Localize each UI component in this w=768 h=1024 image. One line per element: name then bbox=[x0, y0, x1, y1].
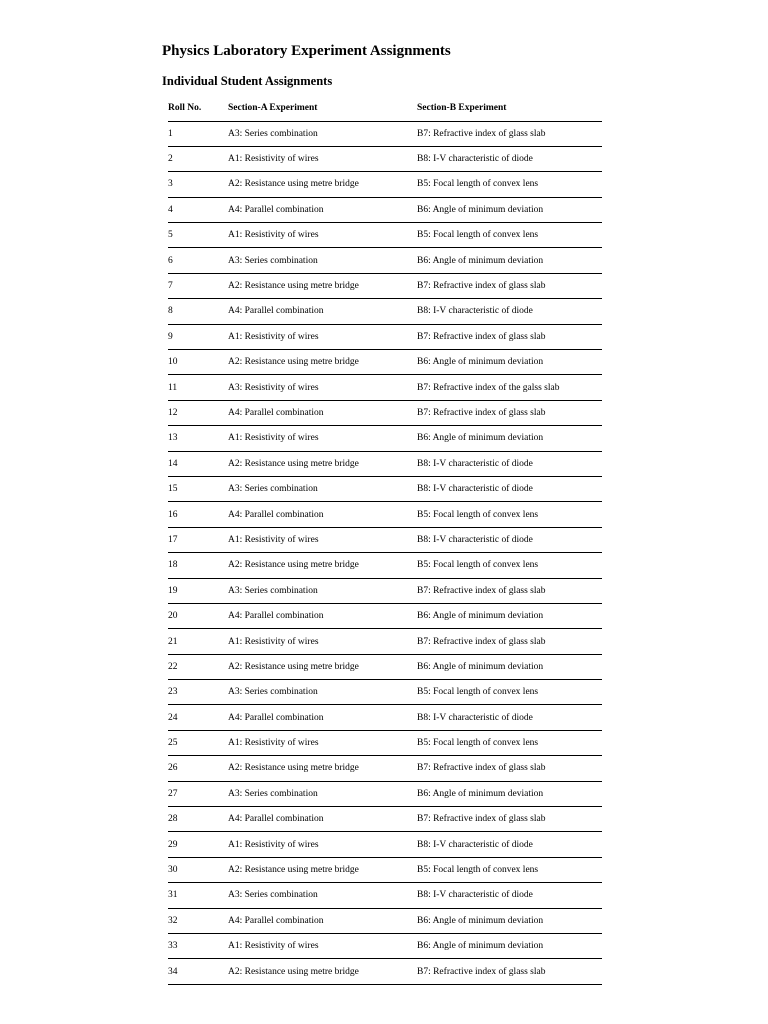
section-a-cell: A4: Parallel combination bbox=[228, 807, 417, 832]
roll-no-cell: 15 bbox=[168, 476, 228, 501]
header-roll-no: Roll No. bbox=[168, 95, 228, 121]
section-b-cell: B8: I-V characteristic of diode bbox=[417, 476, 602, 501]
section-b-cell: B7: Refractive index of glass slab bbox=[417, 959, 602, 984]
section-b-cell: B5: Focal length of convex lens bbox=[417, 857, 602, 882]
section-b-cell: B6: Angle of minimum deviation bbox=[417, 426, 602, 451]
roll-no-cell: 19 bbox=[168, 578, 228, 603]
section-a-cell: A2: Resistance using metre bridge bbox=[228, 451, 417, 476]
section-b-cell: B7: Refractive index of glass slab bbox=[417, 121, 602, 146]
section-b-cell: B7: Refractive index of glass slab bbox=[417, 756, 602, 781]
section-b-cell: B8: I-V characteristic of diode bbox=[417, 299, 602, 324]
table-header bbox=[168, 95, 602, 121]
roll-no-cell: 28 bbox=[168, 807, 228, 832]
section-a-cell: A2: Resistance using metre bridge bbox=[228, 350, 417, 375]
section-b-cell: B6: Angle of minimum deviation bbox=[417, 603, 602, 628]
table-row bbox=[168, 705, 602, 730]
roll-no-cell: 17 bbox=[168, 527, 228, 552]
table-row bbox=[168, 197, 602, 222]
section-b-cell: B5: Focal length of convex lens bbox=[417, 172, 602, 197]
page-title: Physics Laboratory Experiment Assignments bbox=[162, 43, 451, 59]
section-b-cell: B7: Refractive index of glass slab bbox=[417, 273, 602, 298]
table-row bbox=[168, 654, 602, 679]
section-a-cell: A4: Parallel combination bbox=[228, 502, 417, 527]
section-b-cell: B8: I-V characteristic of diode bbox=[417, 883, 602, 908]
section-a-cell: A1: Resistivity of wires bbox=[228, 527, 417, 552]
section-a-cell: A3: Series combination bbox=[228, 121, 417, 146]
assignment-table bbox=[168, 95, 602, 985]
table-row bbox=[168, 223, 602, 248]
section-b-cell: B8: I-V characteristic of diode bbox=[417, 527, 602, 552]
section-b-cell: B6: Angle of minimum deviation bbox=[417, 934, 602, 959]
section-b-cell: B6: Angle of minimum deviation bbox=[417, 654, 602, 679]
table-row bbox=[168, 756, 602, 781]
section-b-cell: B6: Angle of minimum deviation bbox=[417, 197, 602, 222]
section-a-cell: A1: Resistivity of wires bbox=[228, 223, 417, 248]
table-row bbox=[168, 807, 602, 832]
section-a-cell: A3: Series combination bbox=[228, 476, 417, 501]
table-row bbox=[168, 908, 602, 933]
section-a-cell: A4: Parallel combination bbox=[228, 908, 417, 933]
roll-no-cell: 22 bbox=[168, 654, 228, 679]
roll-no-cell: 13 bbox=[168, 426, 228, 451]
roll-no-cell: 31 bbox=[168, 883, 228, 908]
table-row bbox=[168, 248, 602, 273]
section-a-cell: A3: Series combination bbox=[228, 680, 417, 705]
roll-no-cell: 8 bbox=[168, 299, 228, 324]
section-b-cell: B7: Refractive index of glass slab bbox=[417, 629, 602, 654]
section-a-cell: A2: Resistance using metre bridge bbox=[228, 959, 417, 984]
table-row bbox=[168, 680, 602, 705]
section-b-cell: B8: I-V characteristic of diode bbox=[417, 146, 602, 171]
section-a-cell: A2: Resistance using metre bridge bbox=[228, 553, 417, 578]
table-row bbox=[168, 553, 602, 578]
header-row bbox=[168, 95, 602, 121]
section-a-cell: A1: Resistivity of wires bbox=[228, 730, 417, 755]
table-row bbox=[168, 172, 602, 197]
roll-no-cell: 18 bbox=[168, 553, 228, 578]
section-a-cell: A3: Series combination bbox=[228, 781, 417, 806]
section-b-cell: B5: Focal length of convex lens bbox=[417, 223, 602, 248]
table-row bbox=[168, 527, 602, 552]
roll-no-cell: 2 bbox=[168, 146, 228, 171]
roll-no-cell: 10 bbox=[168, 350, 228, 375]
roll-no-cell: 12 bbox=[168, 400, 228, 425]
section-b-cell: B8: I-V characteristic of diode bbox=[417, 451, 602, 476]
section-a-cell: A4: Parallel combination bbox=[228, 197, 417, 222]
section-b-cell: B7: Refractive index of glass slab bbox=[417, 400, 602, 425]
table-row bbox=[168, 603, 602, 628]
section-a-cell: A2: Resistance using metre bridge bbox=[228, 756, 417, 781]
table-row bbox=[168, 350, 602, 375]
section-title: Individual Student Assignments bbox=[162, 74, 333, 88]
roll-no-cell: 23 bbox=[168, 680, 228, 705]
section-a-cell: A3: Resistivity of wires bbox=[228, 375, 417, 400]
table-row bbox=[168, 426, 602, 451]
section-a-cell: A3: Series combination bbox=[228, 248, 417, 273]
table-row bbox=[168, 476, 602, 501]
section-a-cell: A1: Resistivity of wires bbox=[228, 426, 417, 451]
roll-no-cell: 16 bbox=[168, 502, 228, 527]
section-a-cell: A2: Resistance using metre bridge bbox=[228, 857, 417, 882]
roll-no-cell: 7 bbox=[168, 273, 228, 298]
table-row bbox=[168, 121, 602, 146]
section-a-cell: A4: Parallel combination bbox=[228, 400, 417, 425]
roll-no-cell: 4 bbox=[168, 197, 228, 222]
roll-no-cell: 34 bbox=[168, 959, 228, 984]
table-row bbox=[168, 832, 602, 857]
header-section-a: Section-A Experiment bbox=[228, 95, 417, 121]
roll-no-cell: 32 bbox=[168, 908, 228, 933]
table-row bbox=[168, 299, 602, 324]
section-a-cell: A3: Series combination bbox=[228, 578, 417, 603]
section-b-cell: B6: Angle of minimum deviation bbox=[417, 248, 602, 273]
table-row bbox=[168, 959, 602, 984]
table-row bbox=[168, 400, 602, 425]
section-a-cell: A2: Resistance using metre bridge bbox=[228, 273, 417, 298]
section-a-cell: A1: Resistivity of wires bbox=[228, 934, 417, 959]
table-row bbox=[168, 146, 602, 171]
roll-no-cell: 33 bbox=[168, 934, 228, 959]
section-b-cell: B6: Angle of minimum deviation bbox=[417, 908, 602, 933]
table-row bbox=[168, 324, 602, 349]
section-b-cell: B5: Focal length of convex lens bbox=[417, 502, 602, 527]
table-row bbox=[168, 934, 602, 959]
roll-no-cell: 9 bbox=[168, 324, 228, 349]
table-row bbox=[168, 578, 602, 603]
roll-no-cell: 3 bbox=[168, 172, 228, 197]
table-row bbox=[168, 629, 602, 654]
section-b-cell: B5: Focal length of convex lens bbox=[417, 730, 602, 755]
section-b-cell: B7: Refractive index of the galss slab bbox=[417, 375, 602, 400]
roll-no-cell: 29 bbox=[168, 832, 228, 857]
table-row bbox=[168, 451, 602, 476]
roll-no-cell: 24 bbox=[168, 705, 228, 730]
roll-no-cell: 25 bbox=[168, 730, 228, 755]
section-b-cell: B7: Refractive index of glass slab bbox=[417, 578, 602, 603]
roll-no-cell: 14 bbox=[168, 451, 228, 476]
section-a-cell: A2: Resistance using metre bridge bbox=[228, 654, 417, 679]
roll-no-cell: 27 bbox=[168, 781, 228, 806]
section-a-cell: A1: Resistivity of wires bbox=[228, 832, 417, 857]
section-a-cell: A4: Parallel combination bbox=[228, 603, 417, 628]
section-b-cell: B8: I-V characteristic of diode bbox=[417, 705, 602, 730]
table-row bbox=[168, 883, 602, 908]
section-b-cell: B5: Focal length of convex lens bbox=[417, 680, 602, 705]
roll-no-cell: 20 bbox=[168, 603, 228, 628]
section-a-cell: A1: Resistivity of wires bbox=[228, 146, 417, 171]
section-a-cell: A4: Parallel combination bbox=[228, 705, 417, 730]
table-row bbox=[168, 375, 602, 400]
roll-no-cell: 11 bbox=[168, 375, 228, 400]
section-b-cell: B8: I-V characteristic of diode bbox=[417, 832, 602, 857]
table-row bbox=[168, 730, 602, 755]
section-a-cell: A1: Resistivity of wires bbox=[228, 629, 417, 654]
section-b-cell: B6: Angle of minimum deviation bbox=[417, 350, 602, 375]
roll-no-cell: 30 bbox=[168, 857, 228, 882]
section-a-cell: A1: Resistivity of wires bbox=[228, 324, 417, 349]
table-row bbox=[168, 857, 602, 882]
roll-no-cell: 26 bbox=[168, 756, 228, 781]
table-body bbox=[168, 121, 602, 984]
roll-no-cell: 21 bbox=[168, 629, 228, 654]
roll-no-cell: 6 bbox=[168, 248, 228, 273]
section-a-cell: A4: Parallel combination bbox=[228, 299, 417, 324]
section-b-cell: B7: Refractive index of glass slab bbox=[417, 324, 602, 349]
section-b-cell: B7: Refractive index of glass slab bbox=[417, 807, 602, 832]
table-row bbox=[168, 273, 602, 298]
header-section-b: Section-B Experiment bbox=[417, 95, 602, 121]
roll-no-cell: 5 bbox=[168, 223, 228, 248]
table-row bbox=[168, 502, 602, 527]
section-a-cell: A2: Resistance using metre bridge bbox=[228, 172, 417, 197]
section-b-cell: B5: Focal length of convex lens bbox=[417, 553, 602, 578]
section-b-cell: B6: Angle of minimum deviation bbox=[417, 781, 602, 806]
table-row bbox=[168, 781, 602, 806]
roll-no-cell: 1 bbox=[168, 121, 228, 146]
section-a-cell: A3: Series combination bbox=[228, 883, 417, 908]
